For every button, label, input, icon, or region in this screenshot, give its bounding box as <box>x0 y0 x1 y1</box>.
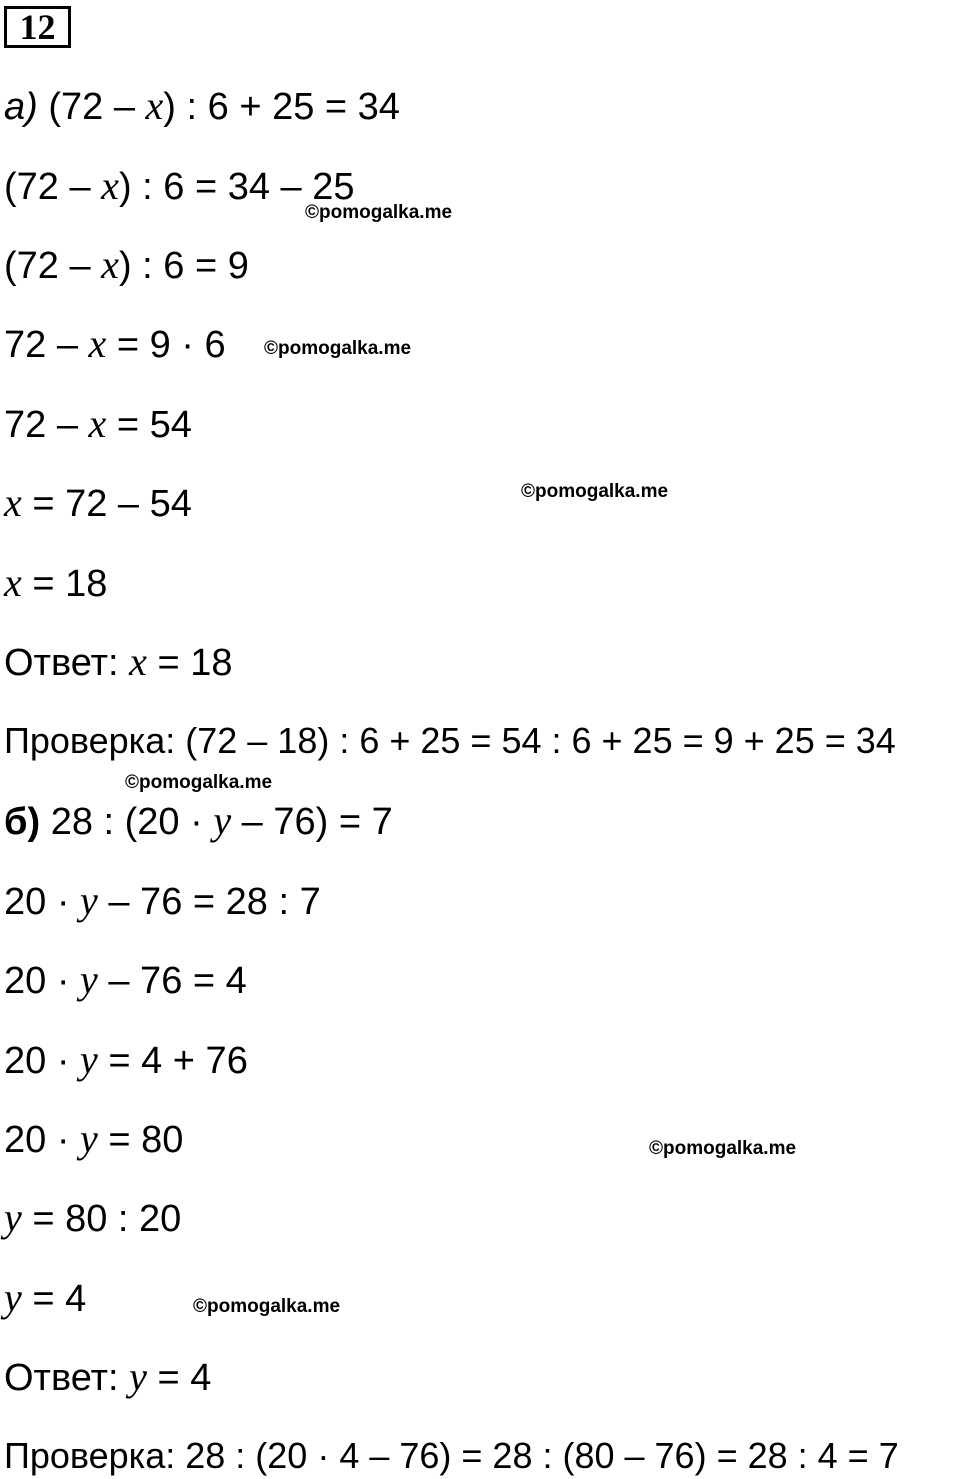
watermark: ©pomogalka.me <box>305 202 453 223</box>
watermark: ©pomogalka.me <box>649 1138 797 1159</box>
part-a-answer: Ответ: x = 18 <box>4 639 233 684</box>
part-b-line-7: y = 4 <box>4 1275 87 1320</box>
part-a-line-5: 72 – x = 54 <box>4 401 192 446</box>
part-b-line-6: y = 80 : 20 <box>4 1195 182 1240</box>
part-a-line-6: x = 72 – 54 <box>4 480 192 525</box>
watermark: ©pomogalka.me <box>193 1296 341 1317</box>
part-a-check: Проверка: (72 – 18) : 6 + 25 = 54 : 6 + 25 = 9 + 25 = 34 <box>4 720 896 761</box>
part-b-label: б) <box>4 801 41 843</box>
part-b-line-5: 20 · y = 80 <box>4 1116 184 1161</box>
part-a-line-2: (72 – x) : 6 = 34 – 25 <box>4 163 355 208</box>
part-a-line-3: (72 – x) : 6 = 9 <box>4 242 249 287</box>
part-b-line-3: 20 · y – 76 = 4 <box>4 957 247 1002</box>
watermark: ©pomogalka.me <box>521 481 669 502</box>
watermark: ©pomogalka.me <box>264 338 412 359</box>
part-b-line-4: 20 · y = 4 + 76 <box>4 1037 248 1082</box>
task-number: 12 <box>4 6 71 48</box>
part-b-line-1: б) 28 : (20 · y – 76) = 7 <box>4 798 393 843</box>
part-a-line-7: x = 18 <box>4 560 108 605</box>
part-b-answer: Ответ: y = 4 <box>4 1354 212 1399</box>
part-a-line-4: 72 – x = 9 · 6 <box>4 321 226 366</box>
watermark: ©pomogalka.me <box>125 772 273 793</box>
part-a-line-1: а) (72 – x) : 6 + 25 = 34 <box>4 83 400 128</box>
part-a-label: а) <box>4 86 38 128</box>
part-b-check: Проверка: 28 : (20 · 4 – 76) = 28 : (80 – 76) = 28 : 4 = 7 <box>4 1435 899 1476</box>
part-b-line-2: 20 · y – 76 = 28 : 7 <box>4 878 321 923</box>
